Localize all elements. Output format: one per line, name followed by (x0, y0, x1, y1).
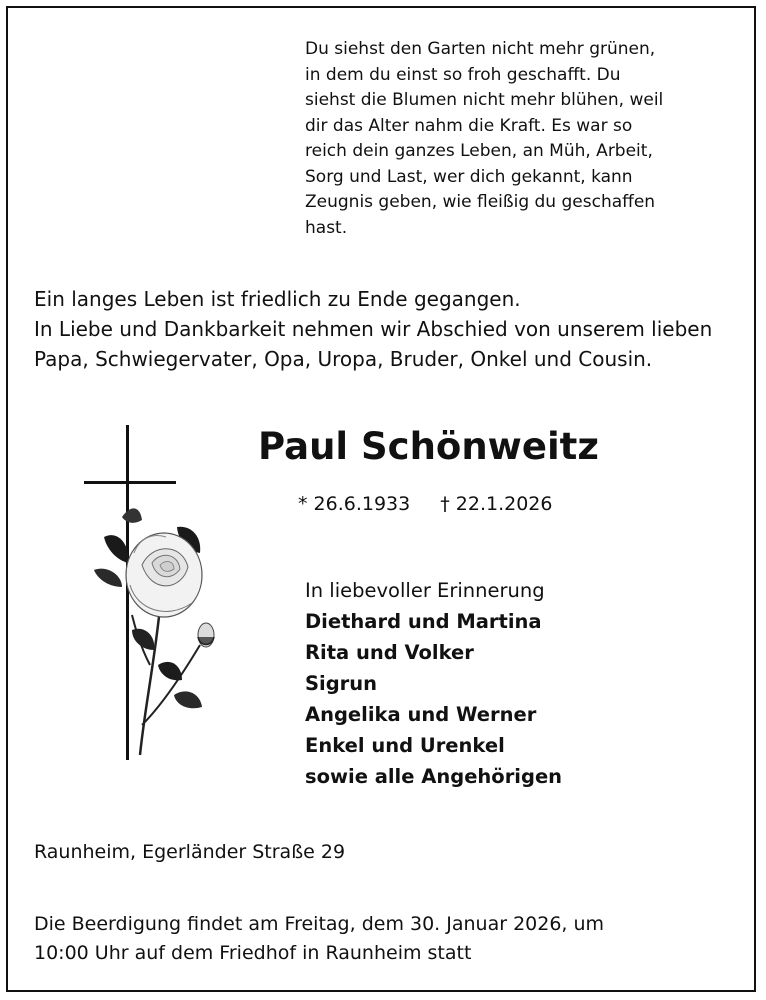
mourner-name: Angelika und Werner (305, 703, 537, 726)
death-date: † 22.1.2026 (440, 493, 553, 515)
poem-line: Sorg und Last, wer dich gekannt, kann (305, 166, 633, 187)
mourner-name: Sigrun (305, 672, 378, 695)
funeral-info (34, 910, 604, 968)
poem-line: hast. (305, 217, 348, 238)
poem-line: reich dein ganzes Leben, an Müh, Arbeit, (305, 141, 653, 161)
life-dates (298, 493, 553, 515)
intro-line: Ein langes Leben ist friedlich zu Ende gegangen. (34, 287, 521, 311)
funeral-line: Die Beerdigung findet am Freitag, dem 30. Januar 2026, um (34, 913, 605, 935)
mourner-name: Enkel und Urenkel (305, 734, 505, 757)
poem-line: siehst die Blumen nicht mehr blühen, weil (305, 90, 664, 110)
poem-line: Zeugnis geben, wie fleißig du geschaffen (305, 192, 656, 212)
poem-line: Du siehst den Garten nicht mehr grünen, (305, 39, 656, 59)
birth-date: * 26.6.1933 (298, 493, 411, 515)
poem-line: in dem du einst so froh geschafft. Du (305, 64, 621, 85)
funeral-line: 10:00 Uhr auf dem Friedhof in Raunheim statt (34, 942, 472, 964)
mourners (305, 575, 562, 792)
deceased-name: Paul Schönweitz (258, 425, 599, 468)
mourner-name: sowie alle Angehörigen (305, 765, 563, 788)
intro-line: Papa, Schwiegervater, Opa, Uropa, Bruder, Onkel und Cousin. (34, 347, 653, 371)
poem (305, 37, 705, 241)
intro-line: In Liebe und Dankbarkeit nehmen wir Abschied von unserem lieben (34, 317, 713, 341)
cross-with-rose-icon (82, 425, 232, 765)
mourner-name: Rita und Volker (305, 641, 474, 664)
intro-text (34, 284, 734, 374)
poem-line: dir das Alter nahm die Kraft. Es war so (305, 115, 633, 136)
mourner-name: Diethard und Martina (305, 610, 542, 633)
address: Raunheim, Egerländer Straße 29 (34, 841, 346, 863)
mourners-heading: In liebevoller Erinnerung (305, 579, 545, 602)
